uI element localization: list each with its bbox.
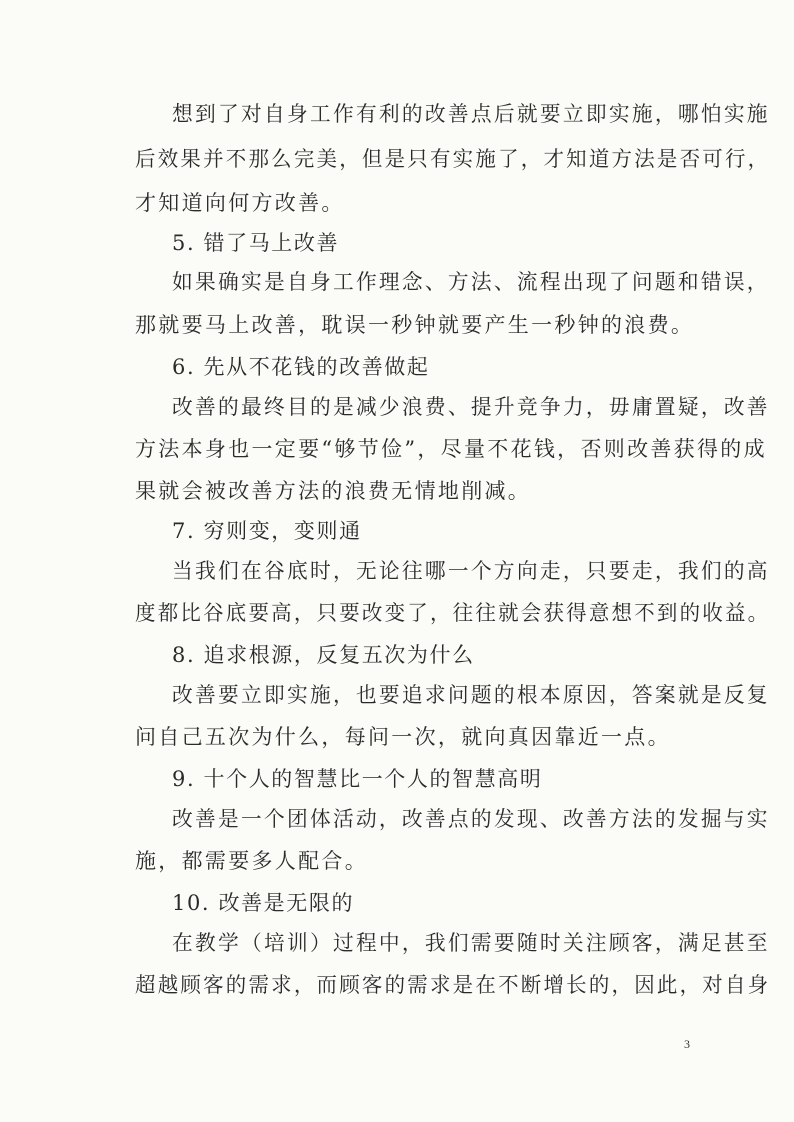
paragraph-line: 后效果并不那么完美，但是只有实施了，才知道方法是否可行， xyxy=(135,147,771,171)
paragraph-line: 在教学（培训）过程中，我们需要随时关注顾客，满足甚至 xyxy=(172,931,770,955)
paragraph-line: 改善的最终目的是减少浪费、提升竞争力，毋庸置疑，改善 xyxy=(172,395,770,419)
section-heading: 5. 错了马上改善 xyxy=(172,231,340,255)
section-heading: 10. 改善是无限的 xyxy=(172,891,355,915)
paragraph-line: 果就会被改善方法的浪费无情地削减。 xyxy=(135,479,532,503)
paragraph-line: 那就要马上改善，耽误一秒钟就要产生一秒钟的浪费。 xyxy=(135,313,695,337)
paragraph-line: 当我们在谷底时，无论往哪一个方向走，只要走，我们的高 xyxy=(172,559,770,583)
paragraph-line: 度都比谷底要高，只要改变了，往往就会获得意想不到的收益。 xyxy=(135,601,771,625)
paragraph-line: 如果确实是自身工作理念、方法、流程出现了问题和错误， xyxy=(172,270,770,294)
page-number: 3 xyxy=(684,1037,690,1051)
paragraph-line: 问自己五次为什么，每问一次，就向真因靠近一点。 xyxy=(135,725,671,749)
paragraph-line: 改善要立即实施，也要追求问题的根本原因，答案就是反复 xyxy=(172,683,770,707)
paragraph-line: 施，都需要多人配合。 xyxy=(135,849,368,873)
section-heading: 6. 先从不花钱的改善做起 xyxy=(172,355,430,379)
paragraph-line: 想到了对自身工作有利的改善点后就要立即实施，哪怕实施 xyxy=(172,102,770,126)
section-heading: 8. 追求根源，反复五次为什么 xyxy=(172,643,475,667)
paragraph-line: 超越顾客的需求，而顾客的需求是在不断增长的，因此，对自身 xyxy=(135,973,771,997)
paragraph-line: 改善是一个团体活动，改善点的发现、改善方法的发掘与实 xyxy=(172,807,770,831)
paragraph-line: 方法本身也一定要“够节俭”，尽量不花钱，否则改善获得的成 xyxy=(135,437,767,461)
section-heading: 9. 十个人的智慧比一个人的智慧高明 xyxy=(172,767,543,791)
paragraph-line: 才知道向何方改善。 xyxy=(135,191,345,215)
section-heading: 7. 穷则变，变则通 xyxy=(172,519,362,543)
